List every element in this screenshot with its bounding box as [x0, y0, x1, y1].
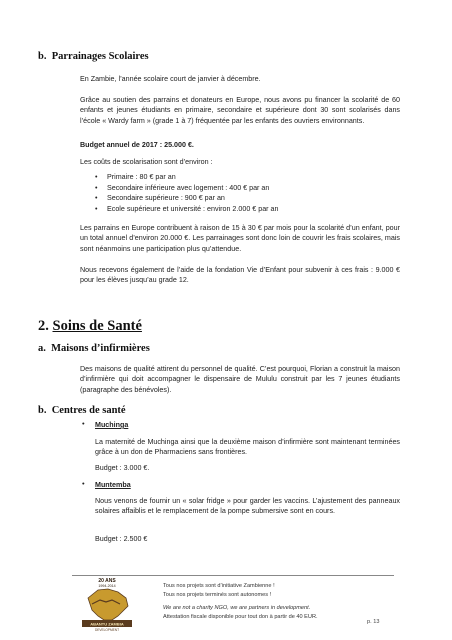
footer-line-initiative: Tous nos projets sont d’initiative Zambienne !: [163, 583, 275, 589]
footer-line-tax-certificate: Attestation fiscale disponible pour tout don à partir de 40 EUR.: [163, 614, 318, 620]
bullet: •: [82, 419, 85, 428]
section-title-soins-de-sante: [38, 318, 142, 335]
section-number: 2.: [38, 318, 49, 334]
footer-line-autonomous: Tous nos projets terminés sont autonomes !: [163, 592, 272, 598]
logo-name: ABANTU ZAMBIA: [90, 621, 124, 627]
paragraph-sponsor-support: Grâce au soutien des parrains et donateurs en Europe, nous avons pu financer la scolarité de 60 enfants et jeunes étudiants en primaire, secondaire et supérieure dont 30 sont scolarisés dans l’école « Wardy farm » (grade 1 à 7) fréquentée par les enfants des ouvriers environnants.: [80, 96, 400, 125]
logo-tagline: DEVELOPMENT: [94, 628, 120, 632]
heading-centres-de-sante: b. Centres de santé: [38, 405, 126, 416]
paragraph-nurse-houses: Des maisons de qualité attirent du personnel de qualité. C’est pourquoi, Florian a construit la maison d’infirmière qui doit accompagner le dispensaire de Mululu construit par les 7 jeunes étudiants (paragraphe des bénévoles).: [80, 365, 400, 394]
map-shape: [88, 589, 128, 620]
page-number: p. 13: [367, 619, 380, 625]
place-muchinga: Muchinga: [95, 421, 129, 429]
footer-line-partners: We are not a charity NGO, we are partners in development.: [163, 605, 311, 611]
logo-years-range: 1994-2014: [98, 584, 116, 588]
list-item: • Primaire : 80 € par an: [95, 172, 395, 183]
heading-maisons-infirmieres: a. Maisons d’infirmières: [38, 343, 150, 354]
paragraph-muchinga: La maternité de Muchinga ainsi que la deuxième maison d’infirmière sont maintenant terminées grâce à un don de Pharmaciens sans frontières.: [95, 438, 400, 457]
logo-years: 20 ANS: [98, 578, 116, 584]
bullet: •: [82, 479, 85, 488]
paragraph-school-year: En Zambie, l’année scolaire court de janvier à décembre.: [80, 75, 261, 83]
costs-intro: Les coûts de scolarisation sont d’environ :: [80, 158, 213, 166]
heading-parrainages-scolaires: b. Parrainages Scolaires: [38, 51, 149, 62]
budget-muchinga: Budget : 3.000 €.: [95, 464, 150, 472]
school-costs-list: [95, 172, 395, 214]
section-title: Soins de Santé: [52, 318, 142, 334]
paragraph-sponsor-contribution: Les parrains en Europe contribuent à raison de 15 à 30 € par mois pour la scolarité d’un enfant, pour un total annuel d’environ 20.000 €. Les parrainages sont donc loin de couvrir les frais scolaires, mais sont néanmoins une participation plus qu’attendue.: [80, 224, 400, 253]
paragraph-muntemba: Nous venons de fournir un « solar fridge » pour garder les vaccins. L’ajustement des panneaux solaires affaiblis et le remplacement de la pompe submersive sont en cours.: [95, 497, 400, 516]
paragraph-foundation-aid: Nous recevons également de l’aide de la fondation Vie d’Enfant pour subvenir à ces frais : 9.000 € pour les élèves jusqu’au grade 12.: [80, 266, 400, 285]
place-muntemba: Muntemba: [95, 481, 131, 489]
annual-budget: Budget annuel de 2017 : 25.000 €.: [80, 141, 194, 149]
list-item: • Secondaire inférieure avec logement : 400 € par an: [95, 183, 395, 194]
list-item: • Secondaire supérieure : 900 € par an: [95, 193, 395, 204]
abantu-zambia-logo: [78, 576, 136, 632]
budget-muntemba: Budget : 2.500 €: [95, 535, 148, 543]
list-item: • Ecole supérieure et université : environ 2.000 € par an: [95, 204, 395, 215]
